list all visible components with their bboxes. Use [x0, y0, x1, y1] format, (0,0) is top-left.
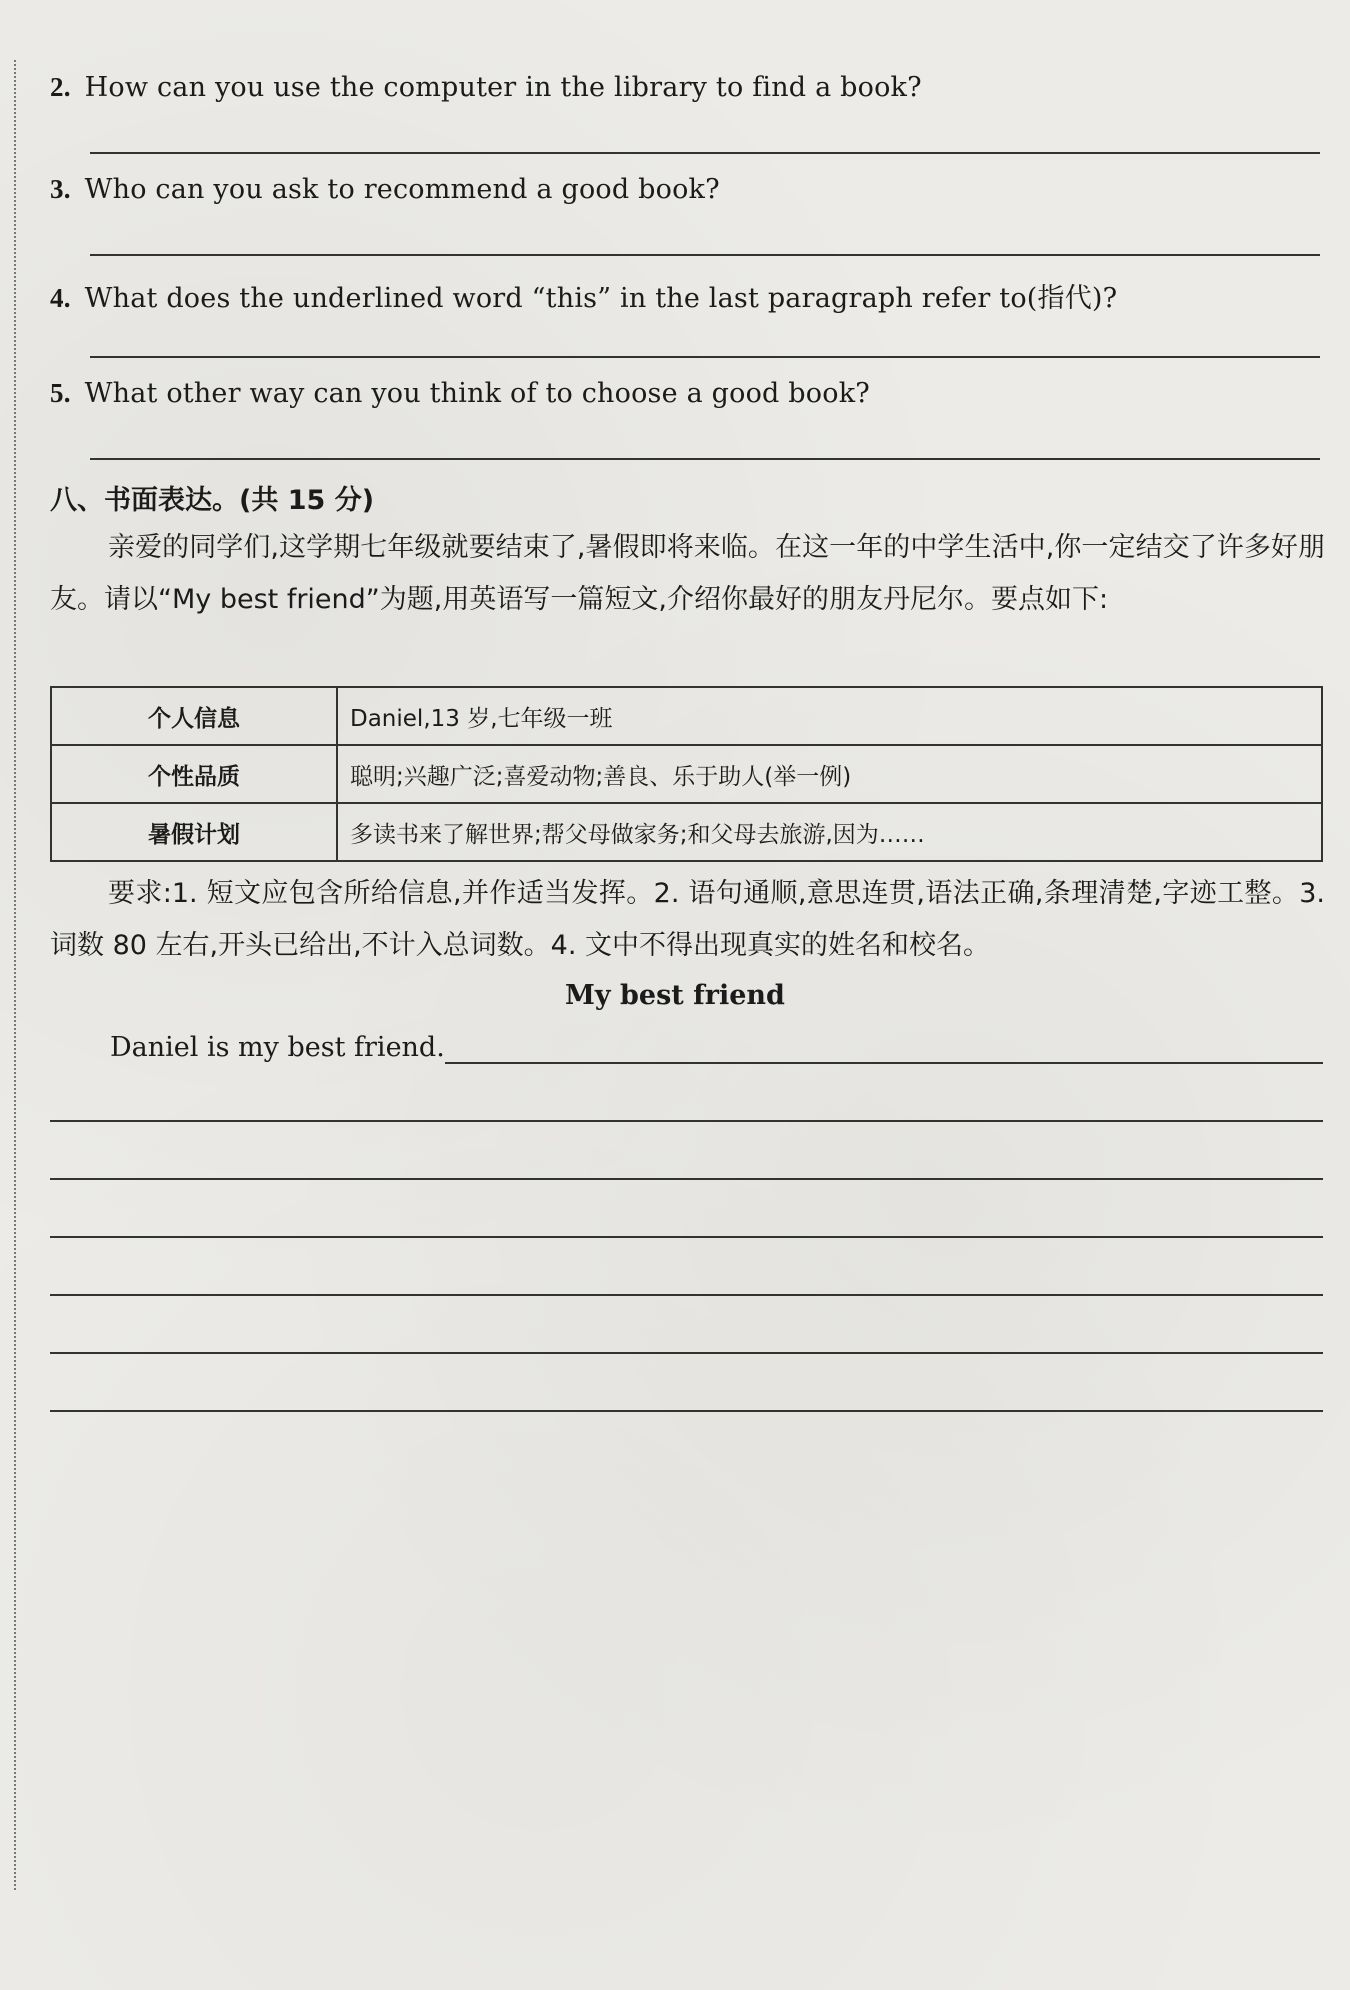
answer-line-2[interactable] — [90, 152, 1320, 154]
table-row — [51, 745, 1322, 803]
table-row — [51, 803, 1322, 861]
answer-line-4[interactable] — [90, 356, 1320, 358]
section-intro: 亲爱的同学们,这学期七年级就要结束了,暑假即将来临。在这一年的中学生活中,你一定结交了许多好朋友。请以“My best friend”为题,用英语写一篇短文,介绍你最好的朋友丹尼尔。要点如下: — [50, 532, 1325, 615]
question-text: Who can you ask to recommend a good book? — [84, 174, 720, 205]
question-number: 5. — [50, 378, 71, 408]
question-text: What does the underlined word “this” in the last paragraph refer to(指代)? — [84, 283, 1118, 314]
question-text: What other way can you think of to choose a good book? — [84, 378, 870, 409]
binding-margin-line — [14, 60, 16, 1890]
table-value: 聪明;兴趣广泛;喜爱动物;善良、乐于助人(举一例) — [337, 745, 1322, 803]
requirements: 要求:1. 短文应包含所给信息,并作适当发挥。2. 语句通顺,意思连贯,语法正确,条理清楚,字迹工整。3. 词数 80 左右,开头已给出,不计入总词数。4. 文中不得出现真实的姓名和校名。 — [50, 878, 1325, 961]
table-value: Daniel,13 岁,七年级一班 — [337, 687, 1322, 745]
question-number: 2. — [50, 72, 71, 102]
table-label: 个性品质 — [51, 745, 337, 803]
question-4 — [50, 276, 1117, 315]
essay-opening-sentence: Daniel is my best friend. — [110, 1032, 445, 1063]
question-text: How can you use the computer in the library to find a book? — [84, 72, 922, 103]
question-number: 3. — [50, 174, 71, 204]
answer-line-3[interactable] — [90, 254, 1320, 256]
info-table — [50, 686, 1323, 862]
answer-line-5[interactable] — [90, 458, 1320, 460]
writing-line-2[interactable] — [50, 1120, 1323, 1122]
table-row — [51, 687, 1322, 745]
writing-line-6[interactable] — [50, 1352, 1323, 1354]
writing-line-1[interactable] — [445, 1062, 1323, 1064]
writing-line-7[interactable] — [50, 1410, 1323, 1412]
writing-line-3[interactable] — [50, 1178, 1323, 1180]
question-3 — [50, 174, 720, 205]
table-value: 多读书来了解世界;帮父母做家务;和父母去旅游,因为…… — [337, 803, 1322, 861]
table-label: 个人信息 — [51, 687, 337, 745]
table-label: 暑假计划 — [51, 803, 337, 861]
writing-line-4[interactable] — [50, 1236, 1323, 1238]
section-title: 八、书面表达。(共 15 分) — [50, 485, 375, 516]
writing-line-5[interactable] — [50, 1294, 1323, 1296]
essay-title: My best friend — [565, 980, 785, 1011]
question-number: 4. — [50, 283, 71, 313]
question-5 — [50, 378, 870, 409]
question-2 — [50, 72, 922, 103]
